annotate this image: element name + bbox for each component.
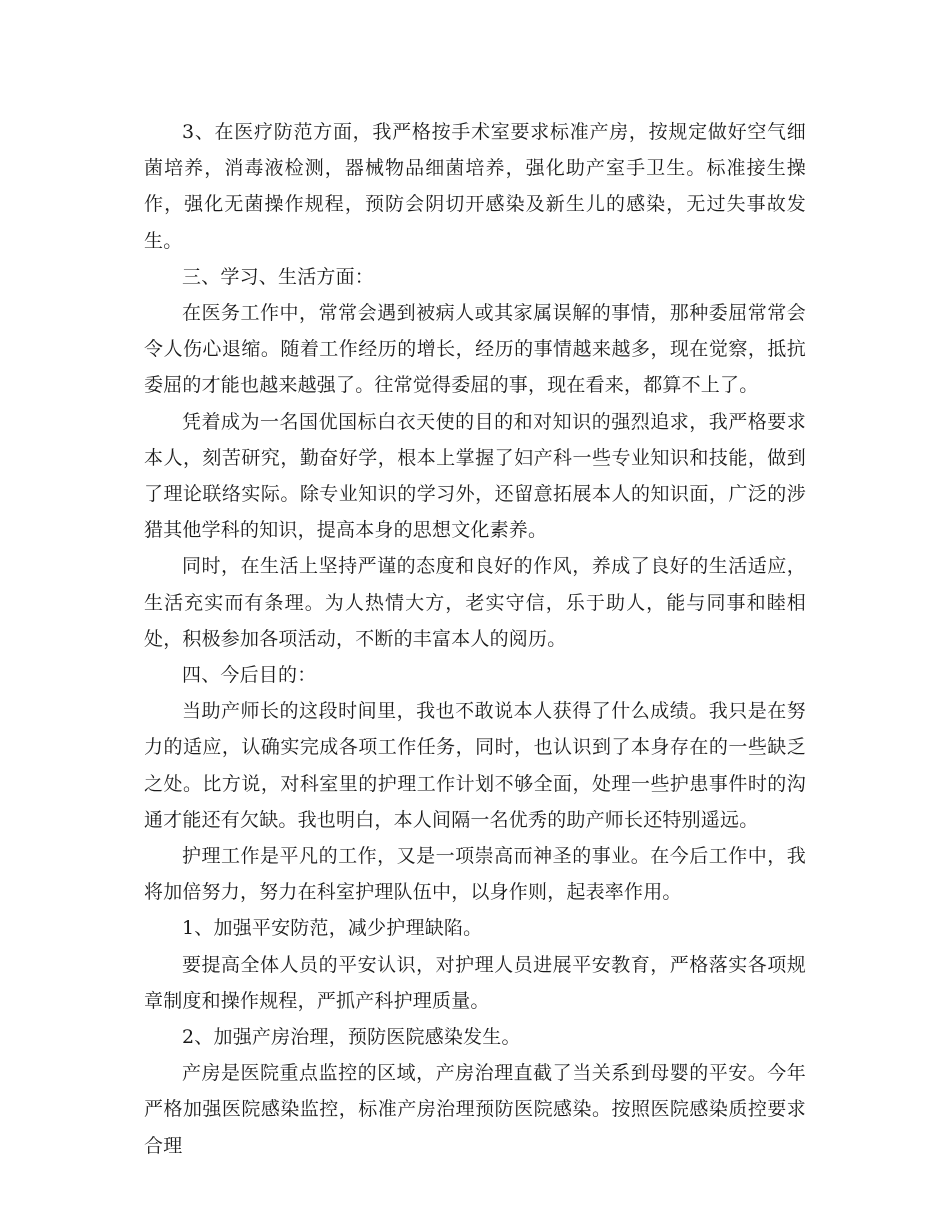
paragraph-safety-awareness: 要提高全体人员的平安认识，对护理人员进展平安教育，严格落实各项规章制度和操作规程，严抓产科护理质量。 — [144, 953, 806, 1012]
paragraph-nursing-career: 护理工作是平凡的工作，又是一项崇高而神圣的事业。在今后工作中，我将加倍努力，努力在科室护理队伍中，以身作则，起表率作用。 — [144, 845, 806, 904]
paragraph-delivery-room-monitoring: 产房是医院重点监控的区域，产房治理直截了当关系到母婴的平安。今年严格加强医院感染监控，标准产房治理预防医院感染。按照医院感染质控要求合理 — [144, 1062, 806, 1157]
paragraph-life-attitude: 同时，在生活上坚持严谨的态度和良好的作风，养成了良好的生活适应，生活充实而有条理。为人热情大方，老实守信，乐于助人，能与同事和睦相处，积极参加各项活动，不断的丰富本人的阅历。 — [144, 555, 806, 650]
item-heading-delivery-room: 2、加强产房治理，预防医院感染发生。 — [182, 1026, 521, 1049]
paragraph-head-midwife-period: 当助产师长的这段时间里，我也不敢说本人获得了什么成绩。我只是在努力的适应，认确实完成各项工作任务，同时，也认识到了本身存在的一些缺乏之处。比方说，对科室里的护理工作计划不够全面，处理一些护患事件时的沟通才能还有欠缺。我也明白，本人间隔一名优秀的助产师长还特别遥远。 — [144, 700, 806, 831]
paragraph-medical-prevention: 3、在医疗防范方面，我严格按手术室要求标准产房，按规定做好空气细菌培养，消毒液检测，器械物品细菌培养，强化助产室手卫生。标准接生操作，强化无菌操作规程，预防会阴切开感染及新生儿的感染，无过失事故发生。 — [144, 121, 806, 252]
section-heading-study-life: 三、学习、生活方面： — [182, 265, 375, 288]
paragraph-work-misunderstanding: 在医务工作中，常常会遇到被病人或其家属误解的事情，那种委屈常常会令人伤心退缩。随着工作经历的增长，经历的事情越来越多，现在觉察，抵抗委屈的才能也越来越强了。往常觉得委屈的事，现在看来，都算不上了。 — [144, 302, 806, 397]
item-heading-safety: 1、加强平安防范，减少护理缺陷。 — [182, 917, 483, 940]
paragraph-study-pursuit: 凭着成为一名国优国标白衣天使的目的和对知识的强烈追求，我严格要求本人，刻苦研究，勤奋好学，根本上掌握了妇产科一些专业知识和技能，做到了理论联络实际。除专业知识的学习外，还留意拓展本人的知识面，广泛的涉猎其他学科的知识，提高本身的思想文化素养。 — [144, 410, 806, 542]
section-heading-future-goals: 四、今后目的： — [182, 664, 317, 687]
document-page — [144, 114, 806, 1164]
